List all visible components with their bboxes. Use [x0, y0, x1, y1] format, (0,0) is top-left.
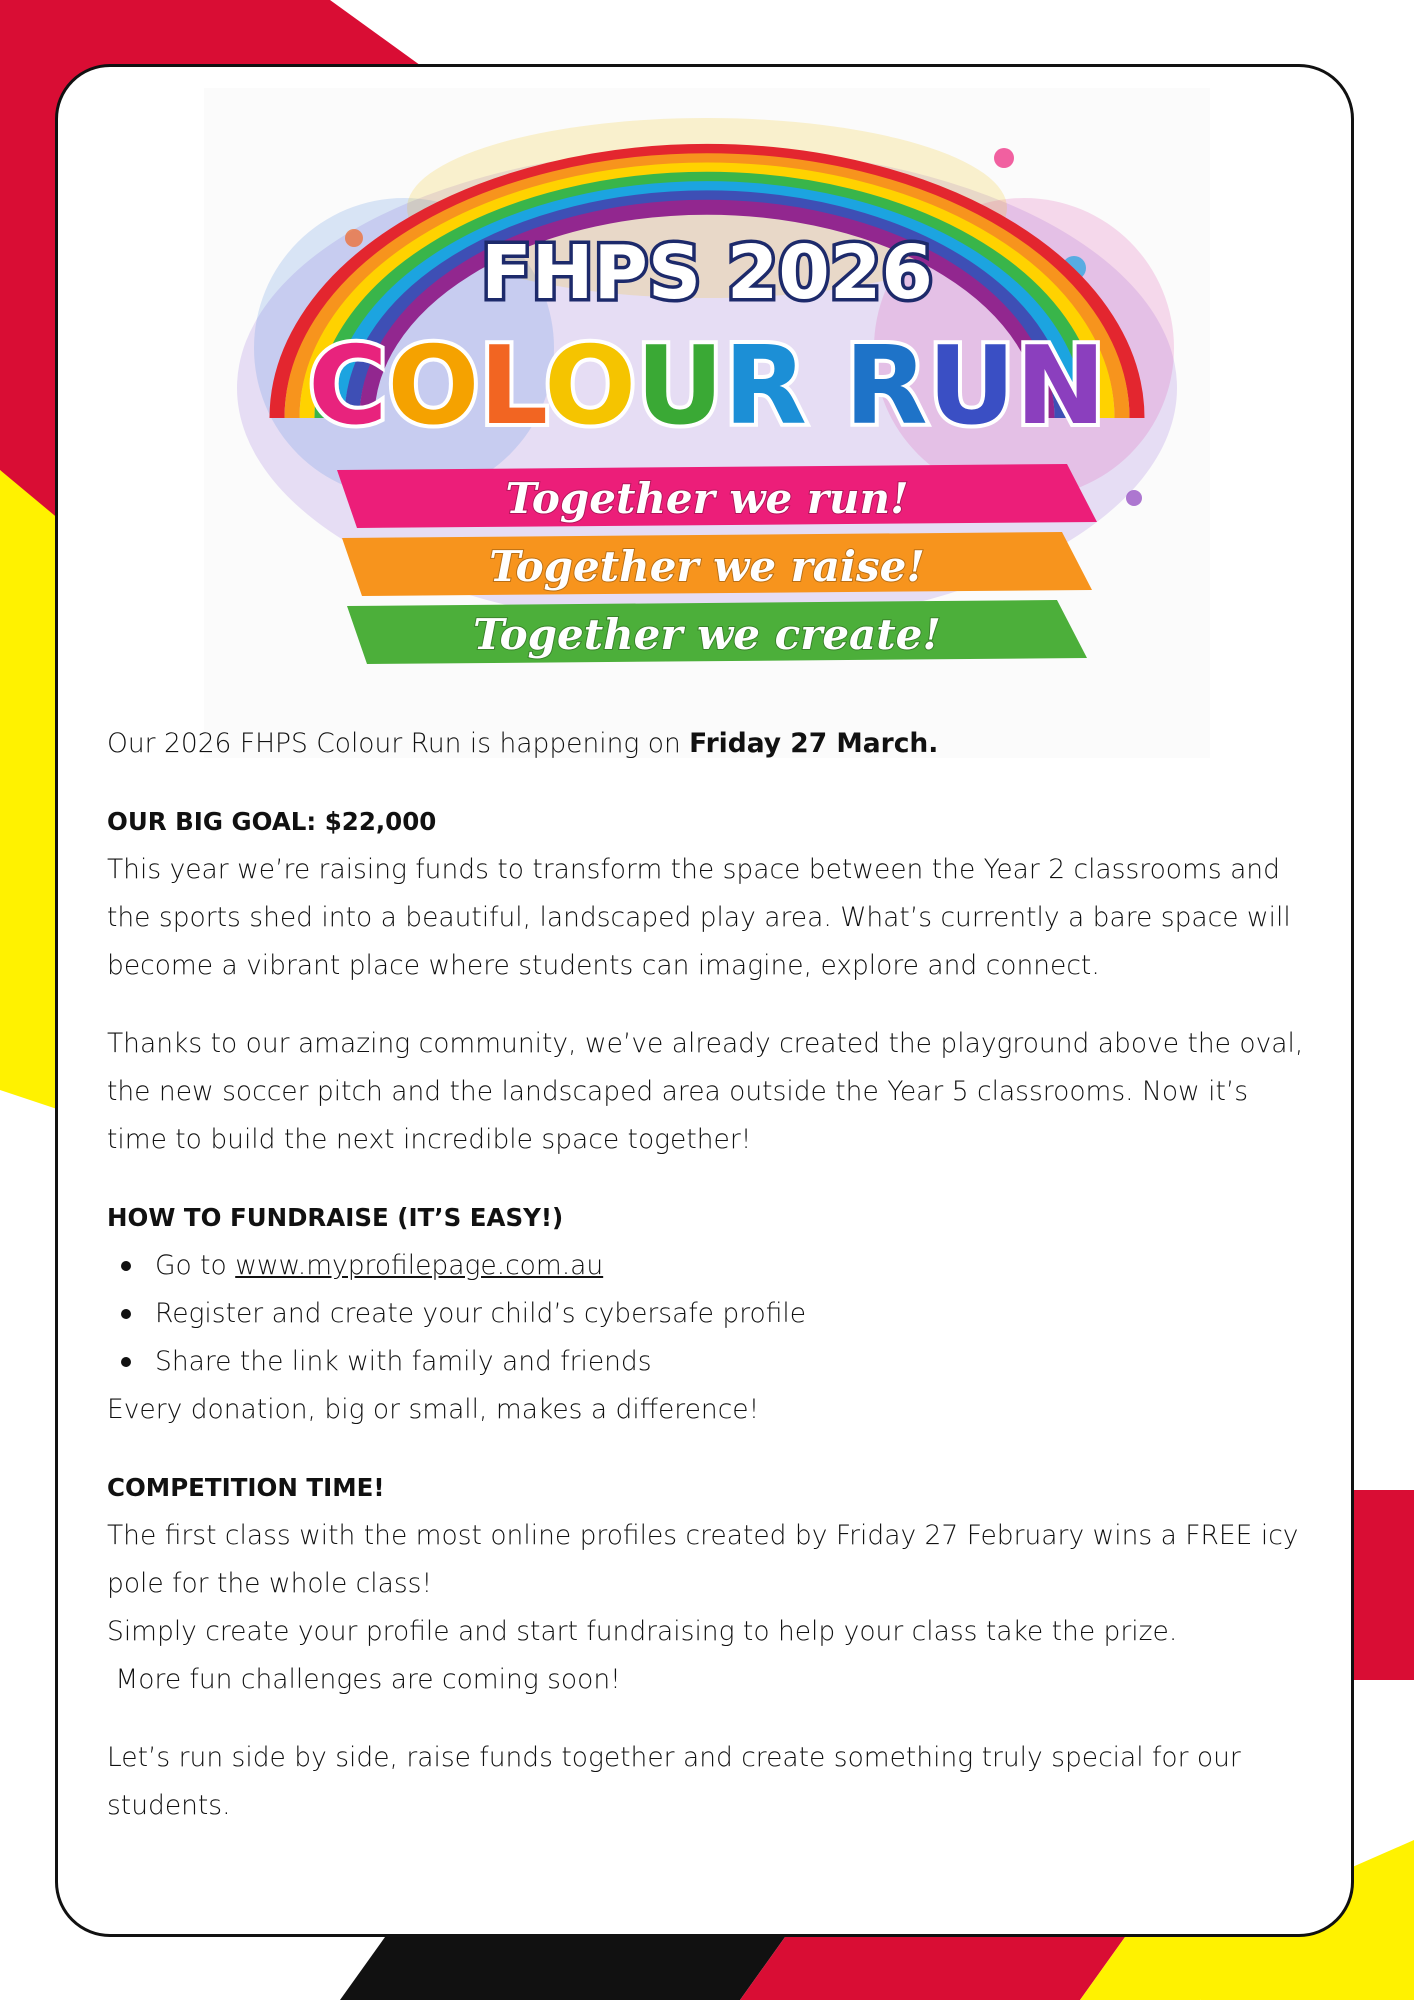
colour-run-letter: O: [544, 324, 637, 449]
red-bottom-stripe: [740, 1930, 1130, 2000]
closing-paragraph: Let’s run side by side, raise funds together and create something truly special for our students.: [107, 1742, 1241, 1821]
colour-run-letter: C: [308, 324, 388, 449]
colour-run-letter: R: [844, 324, 928, 449]
fundraise-step-2: Register and create your child’s cybersafe profile: [155, 1290, 1307, 1338]
slogan-stripe: [337, 464, 1097, 528]
community-paragraph: Thanks to our amazing community, we’ve already created the playground above the oval, the new soccer pitch and the landscaped area outside the Year 5 classrooms. Now it’s time to build the next incredible space together!: [107, 1028, 1304, 1155]
competition-text-2: Simply create your profile and start fundraising to help your class take the prize.: [107, 1616, 1178, 1647]
colour-run-letter: [807, 324, 845, 449]
colour-run-banner: [204, 88, 1210, 758]
colour-run-letter: N: [1015, 324, 1106, 449]
article-body: [107, 720, 1307, 1830]
colour-run-letter: U: [927, 324, 1016, 449]
intro-text: Our 2026 FHPS Colour Run is happening on: [107, 728, 690, 759]
colour-run-letter: U: [636, 324, 724, 449]
slogan-stripe: [347, 600, 1087, 664]
competition-text-3: More fun challenges are coming soon!: [107, 1664, 621, 1695]
colour-run-letter: L: [479, 324, 545, 449]
slogan-stripes: [337, 464, 1097, 664]
fundraise-heading: HOW TO FUNDRAISE (IT’S EASY!): [107, 1203, 564, 1232]
event-date: Friday 27 March.: [689, 728, 939, 759]
step-1-text: Go to: [155, 1250, 236, 1281]
banner-title-line1: FHPS 2026: [481, 230, 933, 316]
yellow-left-band: [0, 470, 60, 1110]
colour-run-letter: R: [723, 324, 807, 449]
slogan-text: Together we raise!: [489, 542, 925, 591]
intro-paragraph: [107, 720, 1307, 768]
slogan-stripe: [342, 532, 1092, 596]
donation-note: Every donation, big or small, makes a difference!: [107, 1394, 760, 1425]
slogan-text: Together we create!: [473, 610, 941, 659]
competition-text-1: The first class with the most online profiles created by Friday 27 February wins a FREE icy pole for the whole class!: [107, 1520, 1299, 1599]
black-bottom-stripe: [340, 1930, 790, 2000]
fundraise-steps: [107, 1242, 1307, 1386]
goal-heading: OUR BIG GOAL: $22,000: [107, 807, 437, 836]
slogan-text: Together we run!: [505, 474, 909, 523]
competition-heading: COMPETITION TIME!: [107, 1473, 385, 1502]
profile-page-link[interactable]: www.myprofilepage.com.au: [235, 1250, 604, 1281]
fundraise-step-3: Share the link with family and friends: [155, 1338, 1307, 1386]
goal-paragraph: This year we’re raising funds to transform the space between the Year 2 classrooms and the sports shed into a beautiful, landscaped play area. What’s currently a bare space will become a vibrant place where students can imagine, explore and connect.: [107, 854, 1291, 981]
colour-run-letter: O: [387, 324, 480, 449]
banner-title-line2: [308, 324, 1106, 449]
fundraise-step-1: [155, 1242, 1307, 1290]
